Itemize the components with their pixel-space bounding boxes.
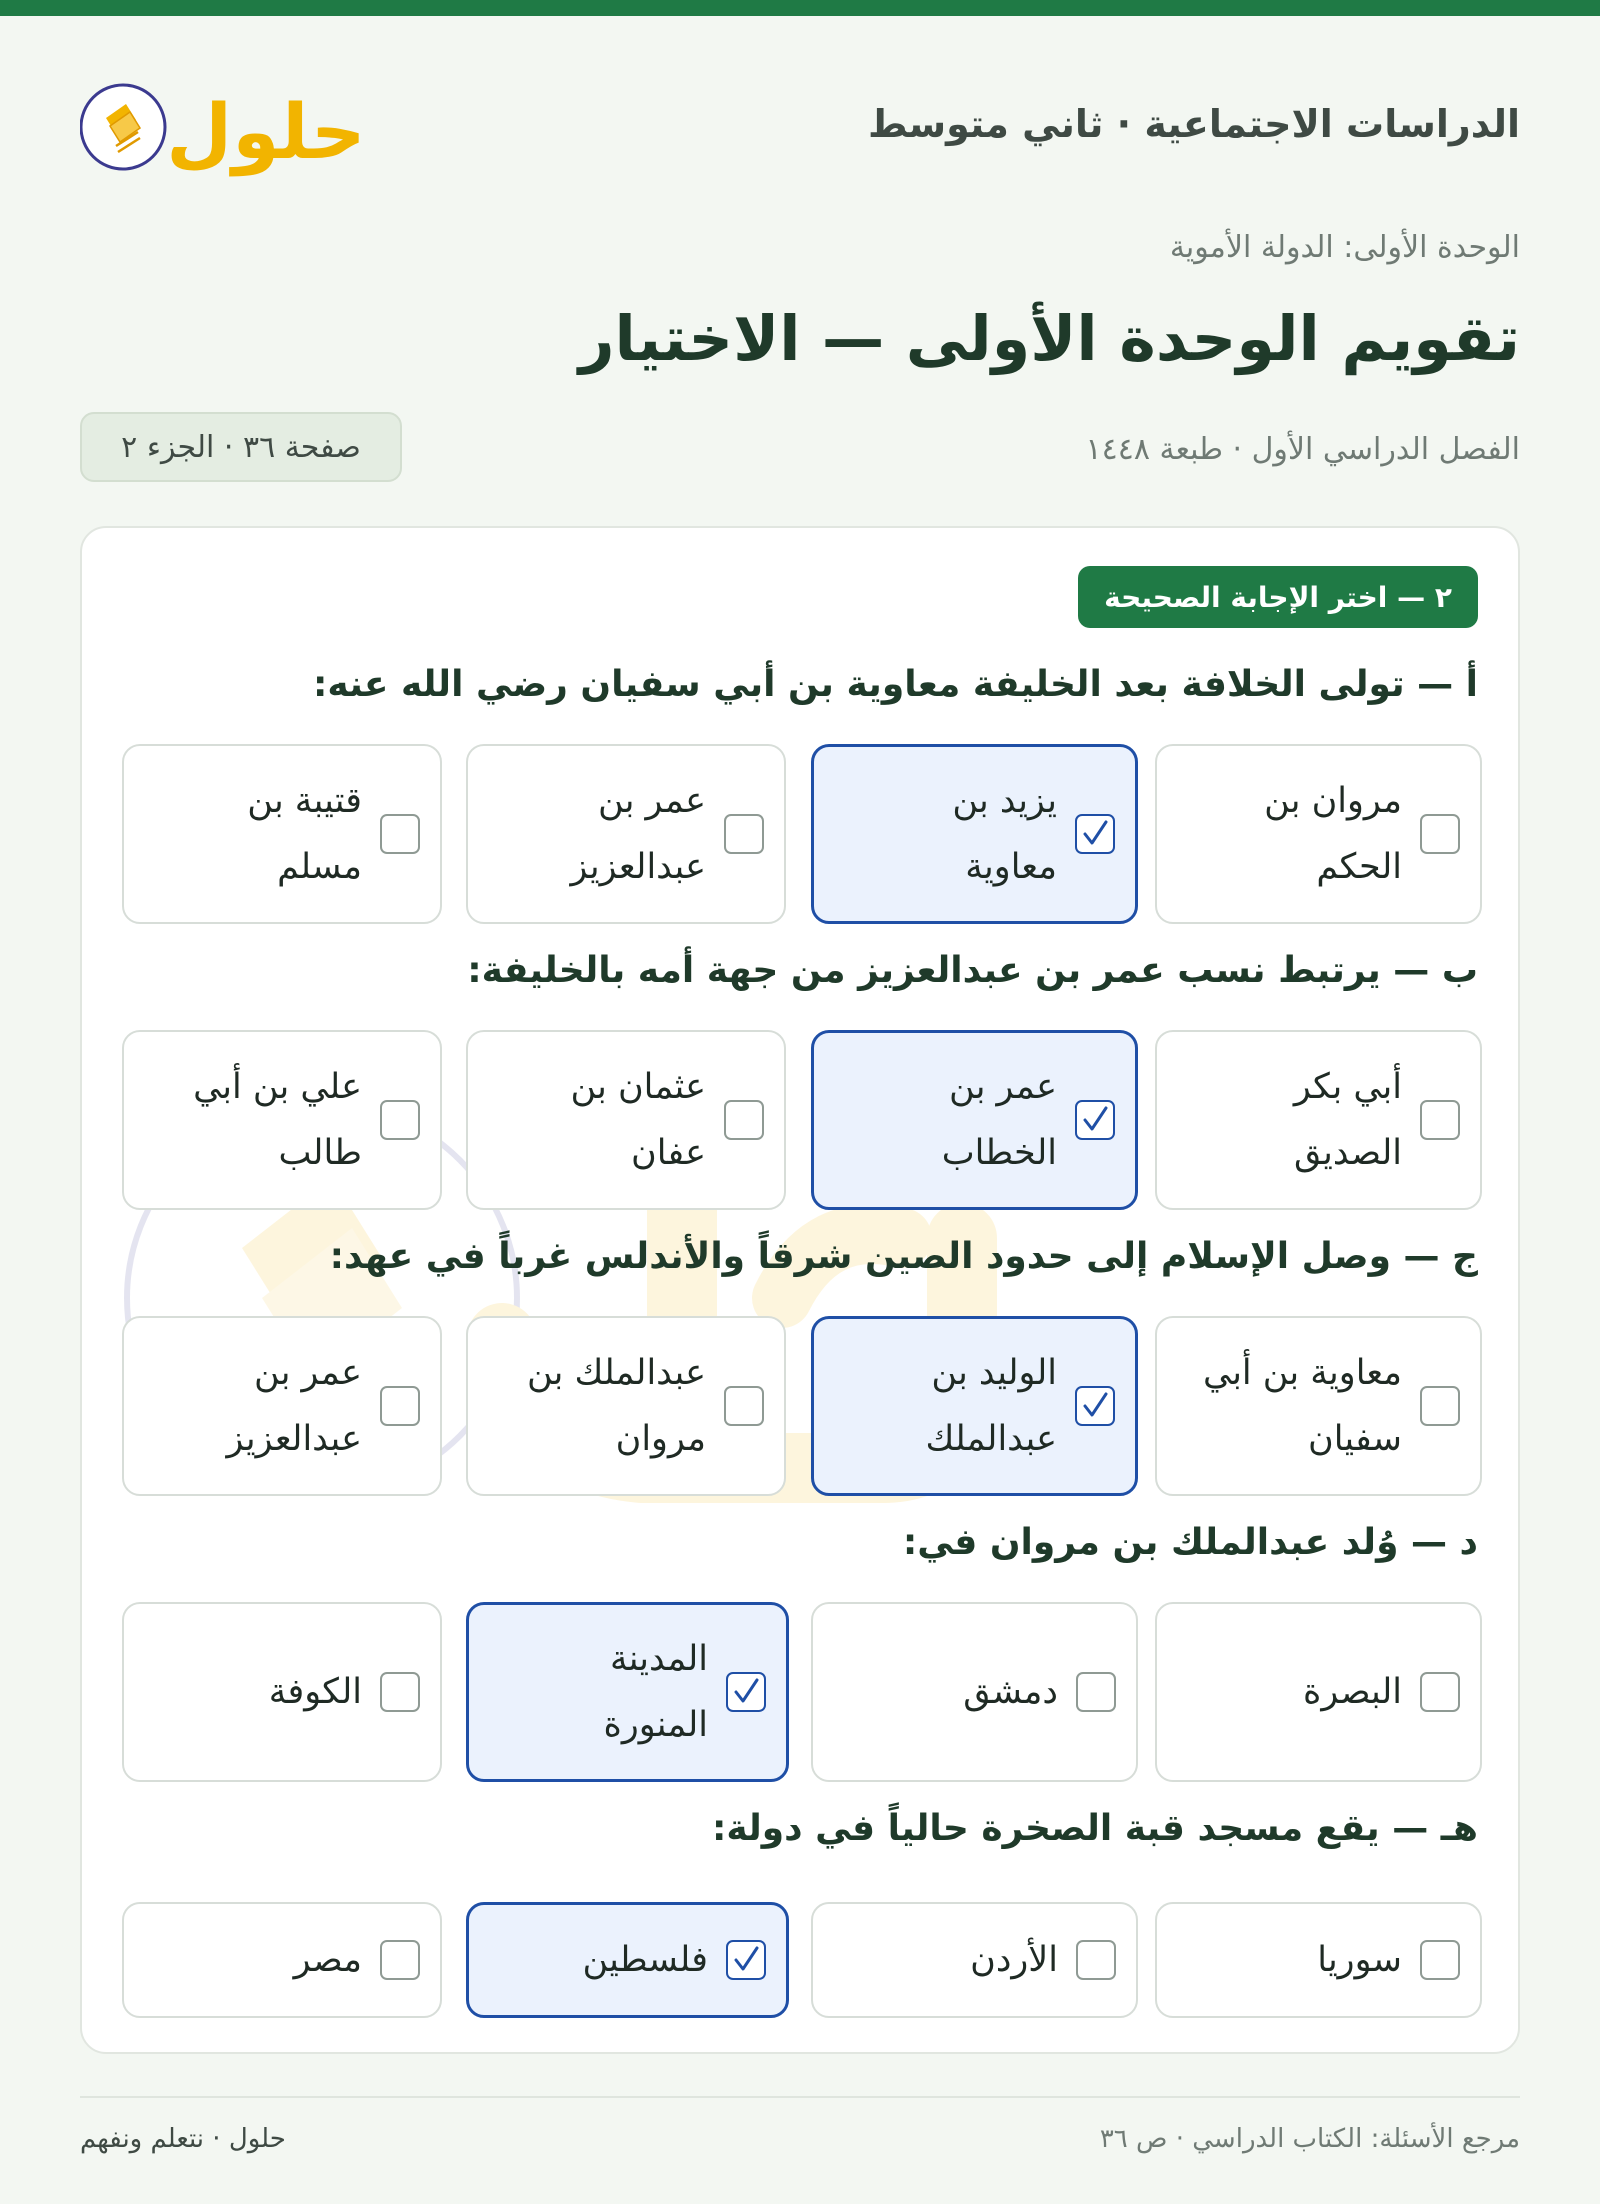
checkbox-icon[interactable] bbox=[1420, 1672, 1460, 1712]
option-label: أبي بكر الصديق bbox=[1293, 1067, 1402, 1173]
option-d-3[interactable] bbox=[466, 1602, 789, 1782]
option-b-4[interactable] bbox=[122, 1030, 442, 1210]
option-label: الوليد بن عبدالملك bbox=[925, 1353, 1057, 1459]
checkbox-icon[interactable] bbox=[1075, 1100, 1115, 1140]
checkbox-icon[interactable] bbox=[726, 1940, 766, 1980]
checkbox-icon[interactable] bbox=[1075, 814, 1115, 854]
checkbox-icon[interactable] bbox=[380, 814, 420, 854]
question-text: ج — وصل الإسلام إلى حدود الصين شرقاً والأندلس غرباً في عهد: bbox=[329, 1236, 1478, 1277]
footer-brand: حلول · نتعلم ونفهم bbox=[80, 2124, 286, 2154]
option-label: فلسطين bbox=[582, 1940, 708, 1980]
checkmark-icon bbox=[1079, 1390, 1111, 1422]
logo-graphic bbox=[80, 70, 370, 180]
checkbox-icon[interactable] bbox=[1076, 1672, 1116, 1712]
option-e-4[interactable] bbox=[122, 1902, 442, 2018]
checkbox-icon[interactable] bbox=[1420, 1940, 1460, 1980]
option-label: يزيد بن معاوية bbox=[952, 781, 1057, 887]
checkbox-icon[interactable] bbox=[1420, 1100, 1460, 1140]
option-label: عمر بن عبدالعزيز bbox=[570, 781, 706, 887]
checkmark-icon bbox=[730, 1944, 762, 1976]
checkbox-icon[interactable] bbox=[380, 1672, 420, 1712]
option-label: سوريا bbox=[1317, 1940, 1402, 1980]
question-e bbox=[122, 1808, 1478, 1868]
checkbox-icon[interactable] bbox=[380, 1940, 420, 1980]
unit-label: الوحدة الأولى: الدولة الأموية bbox=[1169, 230, 1520, 265]
option-c-1[interactable] bbox=[1155, 1316, 1482, 1496]
checkbox-icon[interactable] bbox=[724, 814, 764, 854]
checkbox-icon[interactable] bbox=[1420, 814, 1460, 854]
checkbox-icon[interactable] bbox=[724, 1100, 764, 1140]
option-label: عبدالملك بن مروان bbox=[526, 1353, 706, 1459]
option-e-1[interactable] bbox=[1155, 1902, 1482, 2018]
checkmark-icon bbox=[730, 1676, 762, 1708]
section-badge: ٢ — اختر الإجابة الصحيحة bbox=[1078, 566, 1478, 628]
question-text: هـ — يقع مسجد قبة الصخرة حالياً في دولة: bbox=[711, 1808, 1478, 1849]
checkbox-icon[interactable] bbox=[1420, 1386, 1460, 1426]
question-text: ب — يرتبط نسب عمر بن عبدالعزيز من جهة أمه بالخليفة: bbox=[467, 950, 1478, 991]
semester-edition: الفصل الدراسي الأول · طبعة ١٤٤٨ bbox=[1085, 432, 1520, 467]
checkmark-icon bbox=[1079, 818, 1111, 850]
option-e-3[interactable] bbox=[466, 1902, 789, 2018]
option-d-1[interactable] bbox=[1155, 1602, 1482, 1782]
option-a-3[interactable] bbox=[466, 744, 786, 924]
page-header bbox=[80, 70, 1520, 180]
option-b-3[interactable] bbox=[466, 1030, 786, 1210]
footer-divider bbox=[80, 2096, 1520, 2098]
option-label: الأردن bbox=[970, 1940, 1058, 1980]
checkbox-icon[interactable] bbox=[380, 1386, 420, 1426]
brand-logo bbox=[80, 70, 370, 180]
option-label: عمر بن الخطاب bbox=[941, 1067, 1057, 1173]
question-text: أ — تولى الخلافة بعد الخليفة معاوية بن أبي سفيان رضي الله عنه: bbox=[312, 664, 1478, 705]
page-badge: صفحة ٣٦ · الجزء ٢ bbox=[80, 412, 402, 482]
option-a-4[interactable] bbox=[122, 744, 442, 924]
option-label: علي بن أبي طالب bbox=[193, 1067, 362, 1173]
option-b-2[interactable] bbox=[811, 1030, 1138, 1210]
footer-reference: مرجع الأسئلة: الكتاب الدراسي · ص ٣٦ bbox=[1099, 2124, 1520, 2154]
option-a-1[interactable] bbox=[1155, 744, 1482, 924]
top-accent-bar bbox=[0, 0, 1600, 16]
question-a bbox=[122, 664, 1478, 724]
questions-card bbox=[80, 526, 1520, 2054]
option-c-2[interactable] bbox=[811, 1316, 1138, 1496]
option-d-2[interactable] bbox=[811, 1602, 1138, 1782]
option-label: عمر بن عبدالعزيز bbox=[226, 1353, 362, 1459]
option-c-4[interactable] bbox=[122, 1316, 442, 1496]
option-label: الكوفة bbox=[268, 1672, 362, 1712]
checkbox-icon[interactable] bbox=[726, 1672, 766, 1712]
question-d bbox=[122, 1522, 1478, 1582]
subject-title: الدراسات الاجتماعية · ثاني متوسط bbox=[868, 102, 1520, 146]
option-label: مروان بن الحكم bbox=[1264, 781, 1402, 887]
option-label: قتيبة بن مسلم bbox=[247, 781, 362, 887]
checkbox-icon[interactable] bbox=[380, 1100, 420, 1140]
question-text: د — وُلد عبدالملك بن مروان في: bbox=[902, 1522, 1478, 1563]
option-d-4[interactable] bbox=[122, 1602, 442, 1782]
checkbox-icon[interactable] bbox=[724, 1386, 764, 1426]
checkmark-icon bbox=[1079, 1104, 1111, 1136]
option-label: مصر bbox=[293, 1940, 362, 1980]
checkbox-icon[interactable] bbox=[1075, 1386, 1115, 1426]
option-label: معاوية بن أبي سفيان bbox=[1203, 1353, 1402, 1459]
page-title: تقويم الوحدة الأولى — الاختيار bbox=[578, 302, 1520, 375]
checkbox-icon[interactable] bbox=[1076, 1940, 1116, 1980]
option-b-1[interactable] bbox=[1155, 1030, 1482, 1210]
option-label: المدينة المنورة bbox=[603, 1639, 708, 1745]
svg-text:حلول: حلول bbox=[166, 87, 366, 176]
option-label: عثمان بن عفان bbox=[570, 1067, 706, 1173]
option-e-2[interactable] bbox=[811, 1902, 1138, 2018]
option-label: دمشق bbox=[963, 1672, 1058, 1712]
option-c-3[interactable] bbox=[466, 1316, 786, 1496]
option-a-2[interactable] bbox=[811, 744, 1138, 924]
option-label: البصرة bbox=[1303, 1672, 1402, 1712]
question-b bbox=[122, 950, 1478, 1010]
question-c bbox=[122, 1236, 1478, 1296]
